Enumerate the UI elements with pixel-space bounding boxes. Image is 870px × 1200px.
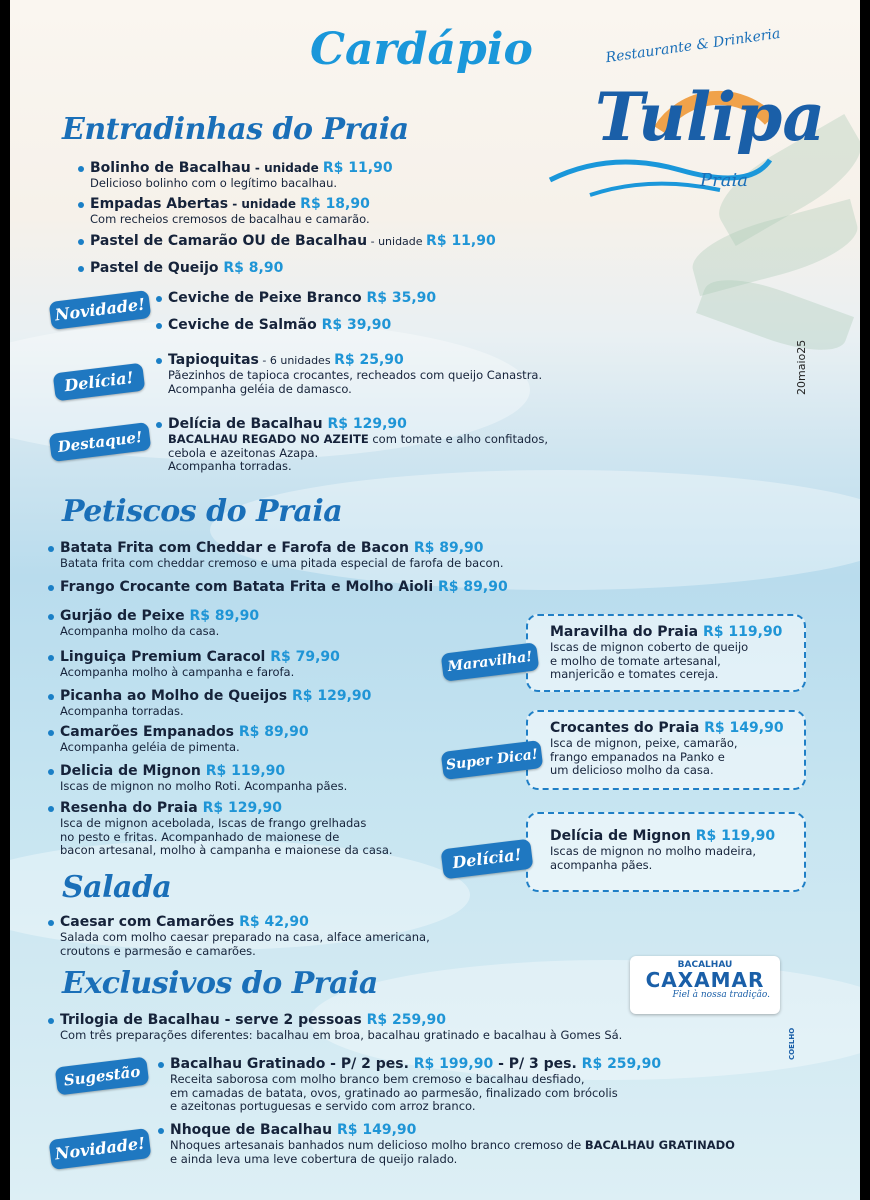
item-name: Gurjão de Peixe (60, 608, 190, 624)
item-price: R$ 11,90 (322, 160, 393, 176)
item-name: Nhoque de Bacalhau (170, 1122, 337, 1138)
section-title-petiscos: Petiscos do Praia (62, 494, 343, 529)
menu-item (168, 416, 548, 474)
brand-top: BACALHAU (677, 960, 733, 970)
menu-item (90, 196, 370, 227)
item-desc: cebola e azeitonas Azapa. (168, 445, 319, 460)
item-desc: Acompanha torradas. (168, 459, 292, 473)
item-name: Delicia de Mignon (60, 763, 206, 779)
item-name: Bacalhau Gratinado - P/ 2 pes. (170, 1056, 414, 1072)
bullet-icon (78, 239, 84, 245)
item-desc: Delicioso bolinho com o legítimo bacalhau. (90, 176, 338, 190)
item-desc: Receita saborosa com molho branco bem cremoso e bacalhau desfiado, (170, 1072, 585, 1086)
item-price: R$ 129,90 (202, 800, 283, 816)
bullet-icon (48, 546, 54, 552)
item-unit: - unidade (250, 161, 323, 175)
badge-destaque: Destaque! (49, 422, 152, 462)
caxamar-logo (630, 956, 780, 1014)
menu-item (168, 317, 391, 334)
highlight-box (526, 812, 806, 892)
item-price: R$ 89,90 (413, 540, 484, 556)
item-desc: Com três preparações diferentes: bacalhau em broa, bacalhau gratinado e bacalhau à Gomes Sá. (60, 1028, 623, 1042)
item-price: R$ 199,90 (413, 1056, 494, 1072)
item-price: R$ 42,90 (239, 914, 309, 930)
bullet-icon (48, 585, 54, 591)
menu-item (170, 1056, 661, 1114)
bullet-icon (78, 202, 84, 208)
menu-item (60, 649, 340, 680)
menu-item (90, 160, 393, 191)
item-desc: Acompanha geléia de pimenta. (60, 740, 240, 754)
item-desc: Com recheios cremosos de bacalhau e camarão. (90, 212, 370, 226)
logo-tagline: Restaurante & Drinkeria (604, 25, 782, 67)
item-name: Tapioquitas (168, 352, 259, 368)
item-desc: Iscas de mignon coberto de queijo (550, 640, 749, 654)
item-desc: em camadas de batata, ovos, gratinado ao parmesão, finalizado com brócolis (170, 1085, 618, 1100)
item-price: R$ 149,90 (704, 720, 784, 736)
menu-item (90, 260, 283, 277)
bullet-icon (156, 358, 162, 364)
bullet-icon (156, 323, 162, 329)
bullet-icon (78, 266, 84, 272)
item-name: Camarões Empanados (60, 724, 239, 740)
item-desc: Batata frita com cheddar cremoso e uma pitada especial de farofa de bacon. (60, 556, 504, 570)
item-name: Maravilha do Praia (550, 624, 703, 640)
section-title-salada: Salada (62, 870, 172, 905)
item-desc: Salada com molho caesar preparado na casa, alface americana, (60, 930, 430, 944)
item-desc: bacon artesanal, molho à campanha e maionese da casa. (60, 843, 393, 857)
menu-item (60, 608, 259, 639)
bullet-icon (48, 769, 54, 775)
item-unit: - unidade (228, 197, 301, 211)
item-price: R$ 119,90 (703, 624, 783, 640)
bullet-icon (48, 694, 54, 700)
badge-maravilha: Maravilha! (441, 642, 540, 681)
item-price: R$ 79,90 (270, 649, 340, 665)
brand-tagline: Fiel à nossa tradição. (672, 990, 770, 1000)
item-name: Ceviche de Peixe Branco (168, 290, 367, 306)
item-name: Batata Frita com Cheddar e Farofa de Bacon (60, 540, 414, 556)
bullet-icon (158, 1062, 164, 1068)
restaurant-logo (530, 25, 826, 210)
item-price: R$ 129,90 (327, 416, 407, 432)
item-name: Resenha do Praia (60, 800, 203, 816)
item-name: Pastel de Queijo (90, 260, 224, 276)
item-desc: Isca de mignon, peixe, camarão, (550, 736, 738, 750)
section-title-entradinhas: Entradinhas do Praia (62, 112, 409, 147)
palm-leaf-decoration (696, 266, 854, 364)
item-desc: Iscas de mignon no molho Roti. Acompanha pães. (60, 779, 348, 793)
section-title-exclusivos: Exclusivos do Praia (62, 966, 378, 1001)
highlight-box (526, 614, 806, 692)
wave-decoration (210, 470, 860, 590)
menu-item (168, 352, 542, 396)
item-price: R$ 35,90 (366, 290, 437, 306)
item-price: R$ 8,90 (223, 260, 284, 276)
item-price: R$ 89,90 (189, 608, 260, 624)
item-desc: e molho de tomate artesanal, (550, 653, 721, 668)
item-desc: Iscas de mignon no molho madeira, (550, 844, 757, 858)
item-desc: croutons e parmesão e camarões. (60, 943, 256, 958)
item-name: Trilogia de Bacalhau - serve 2 pessoas (60, 1012, 367, 1028)
item-desc: e azeitonas portuguesas e servido com arroz branco. (170, 1099, 476, 1113)
badge-novidade: Novidade! (49, 1128, 152, 1170)
item-price: R$ 89,90 (238, 724, 309, 740)
menu-item (168, 290, 436, 307)
brand-name: CAXAMAR (645, 968, 765, 992)
menu-item (60, 1012, 622, 1043)
item-name: Caesar com Camarões (60, 914, 240, 930)
menu-item (60, 800, 393, 858)
item-desc: Acompanha geléia de damasco. (168, 381, 352, 396)
item-name: Empadas Abertas (90, 196, 229, 212)
item-price: R$ 89,90 (438, 579, 508, 595)
bullet-icon (156, 422, 162, 428)
item-price: R$ 25,90 (334, 352, 404, 368)
item-name: Ceviche de Salmão (168, 317, 322, 333)
item-desc-bold: BACALHAU REGADO NO AZEITE (168, 432, 369, 446)
item-price: R$ 259,90 (366, 1012, 446, 1028)
item-price: R$ 119,90 (205, 763, 286, 779)
item-desc: manjericão e tomates cereja. (550, 667, 719, 681)
item-desc: um delicioso molho da casa. (550, 763, 714, 777)
item-unit: - unidade (367, 235, 427, 248)
bullet-icon (48, 614, 54, 620)
side-date: 20maio25 (795, 339, 808, 395)
menu-item (90, 233, 496, 250)
item-desc: Acompanha torradas. (60, 704, 184, 718)
badge-delicia: Delícia! (53, 363, 146, 402)
badge-super-dica: Super Dica! (441, 740, 544, 780)
bullet-icon (48, 806, 54, 812)
menu-item (60, 540, 504, 571)
brand-side: COELHO (788, 1027, 796, 1060)
item-desc-bold: BACALHAU GRATINADO (584, 1138, 735, 1152)
item-price: R$ 39,90 (321, 317, 392, 333)
item-name: Pastel de Camarão OU de Bacalhau (90, 233, 368, 249)
item-desc: no pesto e fritas. Acompanhado de maionese de (60, 829, 340, 844)
item-desc: Acompanha molho da casa. (60, 624, 220, 638)
menu-item (60, 579, 508, 596)
menu-item (170, 1122, 735, 1166)
item-desc: acompanha pães. (550, 857, 653, 872)
item-unit: - 6 unidades (258, 354, 335, 367)
bullet-icon (48, 730, 54, 736)
item-name: - P/ 3 pes. (493, 1056, 582, 1072)
item-desc: Nhoques artesanais banhados num delicioso molho branco cremoso de (170, 1138, 585, 1152)
menu-item (60, 914, 430, 958)
item-name: Crocantes do Praia (550, 720, 705, 736)
item-price: R$ 259,90 (581, 1056, 662, 1072)
item-price: R$ 11,90 (426, 233, 496, 249)
item-desc: e ainda leva uma leve cobertura de queijo ralado. (170, 1151, 458, 1166)
item-price: R$ 129,90 (291, 688, 372, 704)
page-title: Cardápio (310, 24, 533, 75)
badge-delicia: Delícia! (441, 839, 534, 880)
item-name: Delícia de Bacalhau (168, 416, 328, 432)
item-price: R$ 149,90 (336, 1122, 417, 1138)
logo-name: Tulipa (595, 78, 826, 156)
bullet-icon (78, 166, 84, 172)
menu-page (10, 0, 860, 1200)
bullet-icon (48, 1018, 54, 1024)
bullet-icon (48, 920, 54, 926)
highlight-box (526, 710, 806, 790)
item-desc: frango empanados na Panko e (550, 749, 725, 764)
item-desc: Pãezinhos de tapioca crocantes, recheados com queijo Canastra. (168, 368, 543, 382)
item-name: Bolinho de Bacalhau (90, 160, 251, 176)
menu-item (60, 763, 347, 794)
bullet-icon (158, 1128, 164, 1134)
item-name: Frango Crocante com Batata Frita e Molho Aioli (60, 579, 439, 595)
menu-item (60, 724, 309, 755)
bullet-icon (48, 655, 54, 661)
logo-sub: Praia (700, 170, 748, 191)
badge-sugestao: Sugestão (55, 1056, 150, 1095)
item-name: Delícia de Mignon (550, 828, 696, 844)
item-desc: Isca de mignon acebolada, Iscas de frango grelhadas (60, 816, 367, 830)
bullet-icon (156, 296, 162, 302)
menu-item (60, 688, 371, 719)
badge-novidade: Novidade! (49, 290, 152, 330)
item-price: R$ 119,90 (695, 828, 776, 844)
item-name: Linguiça Premium Caracol (60, 649, 271, 665)
item-desc: com tomate e alho confitados, (368, 432, 548, 446)
item-desc: Acompanha molho à campanha e farofa. (60, 665, 295, 679)
item-price: R$ 18,90 (300, 196, 370, 212)
item-name: Picanha ao Molho de Queijos (60, 688, 292, 704)
